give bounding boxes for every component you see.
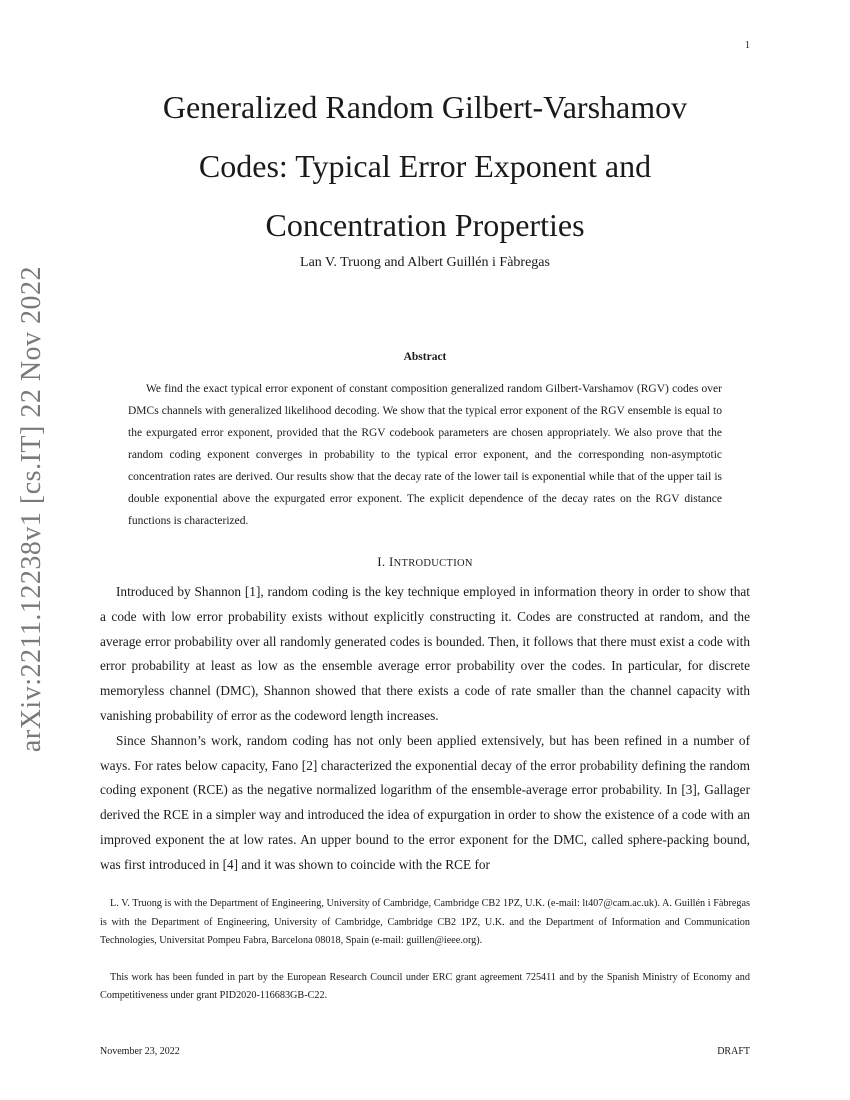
title-line-1: Generalized Random Gilbert-Varshamov (162, 89, 688, 125)
abstract-heading: Abstract (403, 351, 447, 363)
section-title-rest: NTRODUCTION (393, 558, 473, 569)
paragraph: Introduced by Shannon [1], random coding is the key technique employed in information theory in order to show that a code with low error probability exists without explicitly constructing it. Codes are constructed at random, and the average error probability over all randomly generated codes is bounded. Then, it follows that there must exist a code with error probability at least as low as the ensemble average error probability over the codes. In particular, for discrete memoryless channel (DMC), Shannon showed that there exists a code of rate smaller than the channel capacity with vanishing probability of error as the codeword length increases. (100, 584, 750, 723)
footer-draft-label: DRAFT (717, 1046, 750, 1057)
paragraph: Since Shannon’s work, random coding has not only been applied extensively, but has been refined in a number of ways. For rates below capacity, Fano [2] characterized the exponential decay of the error probability defining the random coding exponent (RCE) as the negative normalized logarithm of the ensemble-average error probability. In [3], Gallager derived the RCE in a simpler way and introduced the idea of expurgation in order to show the existence of a code with an improved exponent the at low rates. An upper bound to the error exponent for the DMC, called sphere-packing bound, was first introduced in [4] and it was shown to coincide with the RCE for (100, 732, 750, 872)
title-line-2: Codes: Typical Error Exponent and (198, 148, 652, 184)
footnotes (100, 895, 750, 1006)
author-affiliation-footnote: L. V. Truong is with the Department of Engineering, University of Cambridge, Cambridge CB2 1PZ, U.K. (e-mail: lt407@cam.ac.uk). A. Guillén i Fàbregas is with the Department of Engineering, University of Cambridge, Cambridge CB2 1PZ, U.K. and the Department of Information and Communication Technologies, Universitat Pompeu Fabra, Barcelona 08018, Spain (e-mail: guillen@ieee.org). (100, 898, 750, 946)
section-heading (100, 554, 750, 570)
introduction-body (100, 580, 750, 878)
page-number: 1 (745, 40, 750, 51)
funding-footnote: This work has been funded in part by the European Research Council under ERC grant agreement 725411 and by the Spanish Ministry of Economy and Competitiveness under grant PID2020-116683GB-C22. (100, 971, 750, 1001)
section-title-initial: I (388, 554, 394, 569)
arxiv-identifier: arXiv:2211.12238v1 [cs.IT] 22 Nov 2022 (16, 265, 47, 753)
arxiv-stamp (0, 0, 60, 1100)
author-list: Lan V. Truong and Albert Guillén i Fàbregas (300, 255, 550, 270)
paper-title (100, 78, 750, 255)
abstract-text: We find the exact typical error exponent of constant composition generalized random Gilbert-Varshamov (RGV) codes over DMCs channels with generalized likelihood decoding. We show that the typical error exponent of the RGV ensemble is equal to the expurgated error exponent, provided that the RGV codebook parameters are chosen appropriately. We also prove that the random coding exponent converges in probability to the typical error exponent, and the corresponding non-asymptotic concentration rates are derived. Our results show that the decay rate of the lower tail is exponential while that of the upper tail is double exponential above the expurgated error exponent. The explicit dependence of the decay rates on the RGV distance functions is characterized. (128, 383, 722, 527)
section-number: I. (377, 554, 386, 569)
footer-date: November 23, 2022 (100, 1046, 180, 1057)
title-line-3: Concentration Properties (265, 207, 585, 243)
